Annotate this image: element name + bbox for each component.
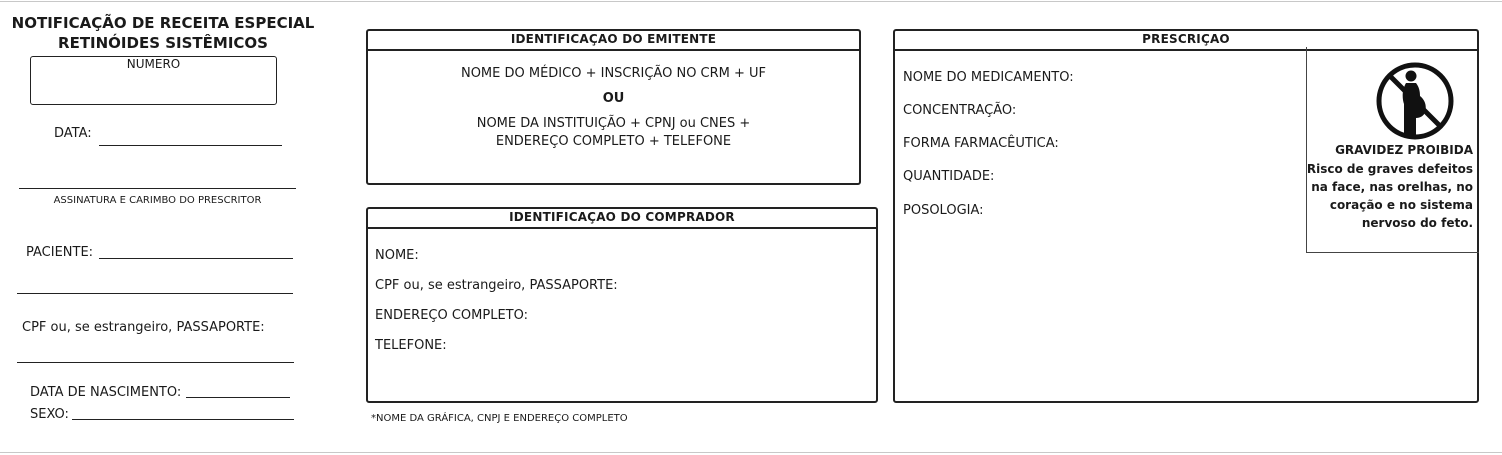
paciente-label: PACIENTE:	[26, 245, 94, 260]
emitente-header: IDENTIFICAÇAO DO EMITENTE	[368, 31, 859, 51]
emitente-box	[366, 29, 861, 185]
paciente-line[interactable]	[99, 258, 293, 259]
top-divider	[0, 1, 1502, 2]
nascimento-label: DATA DE NASCIMENTO:	[30, 385, 182, 400]
bottom-divider	[0, 452, 1502, 453]
warning-title: GRAVIDEZ PROIBIDA	[1335, 143, 1473, 157]
medicamento-label: NOME DO MEDICAMENTO:	[903, 70, 1074, 85]
pregnancy-warning	[1306, 47, 1479, 253]
warning-line-1: Risco de graves defeitos	[1306, 162, 1473, 176]
warning-line-2: na face, nas orelhas, no	[1311, 180, 1473, 194]
data-line[interactable]	[99, 145, 282, 146]
no-pregnancy-icon	[1375, 61, 1455, 141]
comprador-telefone-label: TELEFONE:	[375, 338, 447, 353]
signature-line[interactable]	[19, 188, 296, 189]
concentracao-label: CONCENTRAÇÃO:	[903, 103, 1017, 118]
comprador-nome-label: NOME:	[375, 248, 419, 263]
emitente-line-3: ENDEREÇO COMPLETO + TELEFONE	[495, 134, 732, 149]
sexo-label: SEXO:	[30, 407, 69, 422]
signature-label: ASSINATURA E CARIMBO DO PRESCRITOR	[53, 195, 262, 206]
cpf-label: CPF ou, se estrangeiro, PASSAPORTE:	[22, 320, 265, 335]
quantidade-label: QUANTIDADE:	[903, 169, 995, 184]
title-line-2: RETINÓIDES SISTÊMICOS	[58, 34, 268, 52]
forma-label: FORMA FARMACÊUTICA:	[903, 136, 1059, 151]
cpf-line[interactable]	[17, 362, 294, 363]
sexo-line[interactable]	[72, 419, 294, 420]
comprador-endereco-label: ENDEREÇO COMPLETO:	[375, 308, 528, 323]
data-label: DATA:	[54, 126, 92, 141]
nascimento-line[interactable]	[186, 397, 290, 398]
posologia-label: POSOLOGIA:	[903, 203, 984, 218]
numero-label: NUMERO	[126, 57, 181, 71]
title-line-1: NOTIFICAÇÃO DE RECEITA ESPECIAL	[11, 14, 315, 32]
emitente-or: OU	[602, 91, 625, 106]
grafica-note: *NOME DA GRÁFICA, CNPJ E ENDEREÇO COMPLETO	[371, 413, 628, 424]
paciente-line-2[interactable]	[17, 293, 293, 294]
comprador-cpf-label: CPF ou, se estrangeiro, PASSAPORTE:	[375, 278, 618, 293]
warning-line-4: nervoso do feto.	[1361, 216, 1473, 230]
numero-field[interactable]	[30, 56, 277, 105]
emitente-line-1: NOME DO MÉDICO + INSCRIÇÃO NO CRM + UF	[460, 66, 767, 81]
form-title	[8, 13, 318, 53]
prescricao-header: PRESCRIÇAO	[895, 31, 1477, 51]
emitente-line-2: NOME DA INSTITUIÇÃO + CPNJ ou CNES +	[476, 116, 751, 131]
comprador-box	[366, 207, 878, 403]
warning-text	[1303, 160, 1473, 232]
comprador-header: IDENTIFICAÇAO DO COMPRADOR	[368, 209, 876, 229]
warning-line-3: coração e no sistema	[1329, 198, 1473, 212]
